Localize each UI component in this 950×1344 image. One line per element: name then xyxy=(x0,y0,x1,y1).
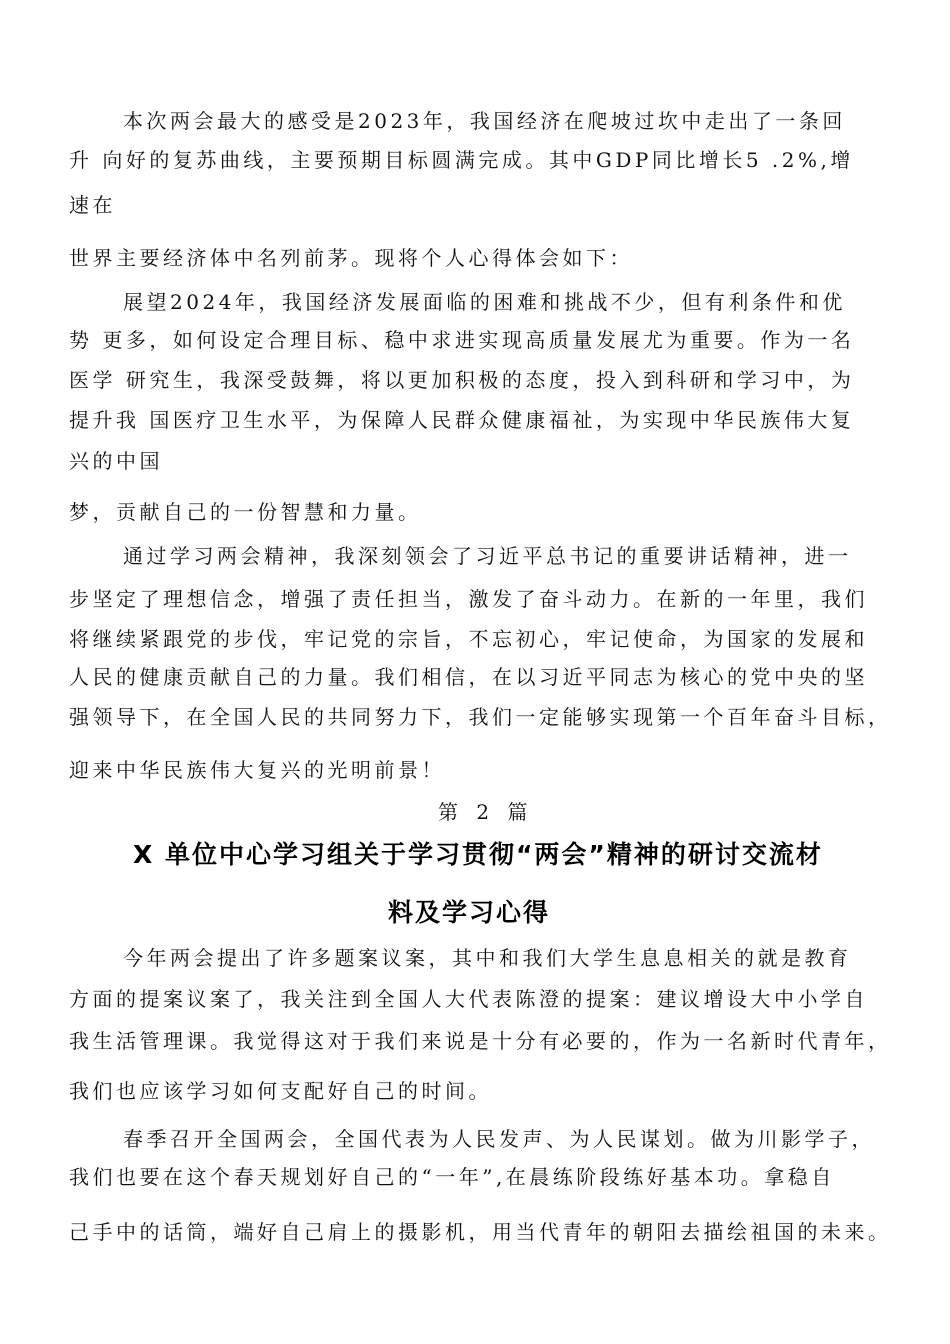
part-label: 第 2 篇 xyxy=(438,800,534,824)
paragraph-line: 迎来中华民族伟大复兴的光明前景！ xyxy=(69,758,445,782)
article-title-line: X 单位中心学习组关于学习贯彻“两会”精神的研讨交流材 xyxy=(133,840,823,869)
paragraph-line: 本次两会最大的感受是2023年，我国经济在爬坡过坎中走出了一条回 xyxy=(123,109,846,133)
paragraph-line: 展望2024年，我国经济发展面临的困难和挑战不少，但有利条件和优 xyxy=(123,290,846,314)
paragraph-line: 提升我 国医疗卫生水平，为保障人民群众健康福祉，为实现中华民族伟大复 xyxy=(69,408,855,432)
paragraph-line: 将继续紧跟党的步伐，牢记党的宗旨，不忘初心，牢记使命，为国家的发展和 xyxy=(69,627,868,651)
paragraph-line: 强领导下，在全国人民的共同努力下，我们一定能够实现第一个百年奋斗目标， xyxy=(69,705,892,729)
article-title-line: 料及学习心得 xyxy=(388,898,551,927)
paragraph-line: 速在 xyxy=(69,193,116,217)
paragraph-line: 我们也要在这个春天规划好自己的“一年”,在晨练阶段练好基本功。拿稳自 xyxy=(69,1165,835,1189)
paragraph-line: 世界主要经济体中名列前茅。现将个人心得体会如下： xyxy=(69,246,633,270)
paragraph-line: 通过学习两会精神，我深刻领会了习近平总书记的重要讲话精神，进一 xyxy=(123,544,852,568)
paragraph-line: 势 更多，如何设定合理目标、稳中求进实现高质量发展尤为重要。作为一名 xyxy=(69,328,855,352)
paragraph-line: 春季召开全国两会，全国代表为人民发声、为人民谋划。做为川影学子， xyxy=(123,1127,875,1151)
paragraph-line: 我生活管理课。我觉得这对于我们来说是十分有必要的，作为一名新时代青年， xyxy=(69,1029,892,1053)
paragraph-line: 兴的中国 xyxy=(69,449,163,473)
paragraph-line: 人民的健康贡献自己的力量。我们相信，在以习近平同志为核心的党中央的坚 xyxy=(69,665,868,689)
paragraph-line: 我们也应该学习如何支配好自己的时间。 xyxy=(69,1079,492,1103)
paragraph-line: 己手中的话筒，端好自己肩上的摄影机，用当代青年的朝阳去描绘祖国的未来。 xyxy=(69,1220,892,1244)
paragraph-line: 升 向好的复苏曲线，主要预期目标圆满完成。其中GDP同比增长5 .2%,增 xyxy=(69,148,854,172)
paragraph-line: 方面的提案议案了，我关注到全国人大代表陈澄的提案：建议增设大中小学自 xyxy=(69,987,868,1011)
paragraph-line: 梦，贡献自己的一份智慧和力量。 xyxy=(69,500,422,524)
paragraph-line: 今年两会提出了许多题案议案，其中和我们大学生息息相关的就是教育 xyxy=(123,946,852,970)
paragraph-line: 步坚定了理想信念，增强了责任担当，激发了奋斗动力。在新的一年里，我们 xyxy=(69,587,868,611)
paragraph-line: 医学 研究生，我深受鼓舞，将以更加积极的态度，投入到科研和学习中，为 xyxy=(69,368,855,392)
